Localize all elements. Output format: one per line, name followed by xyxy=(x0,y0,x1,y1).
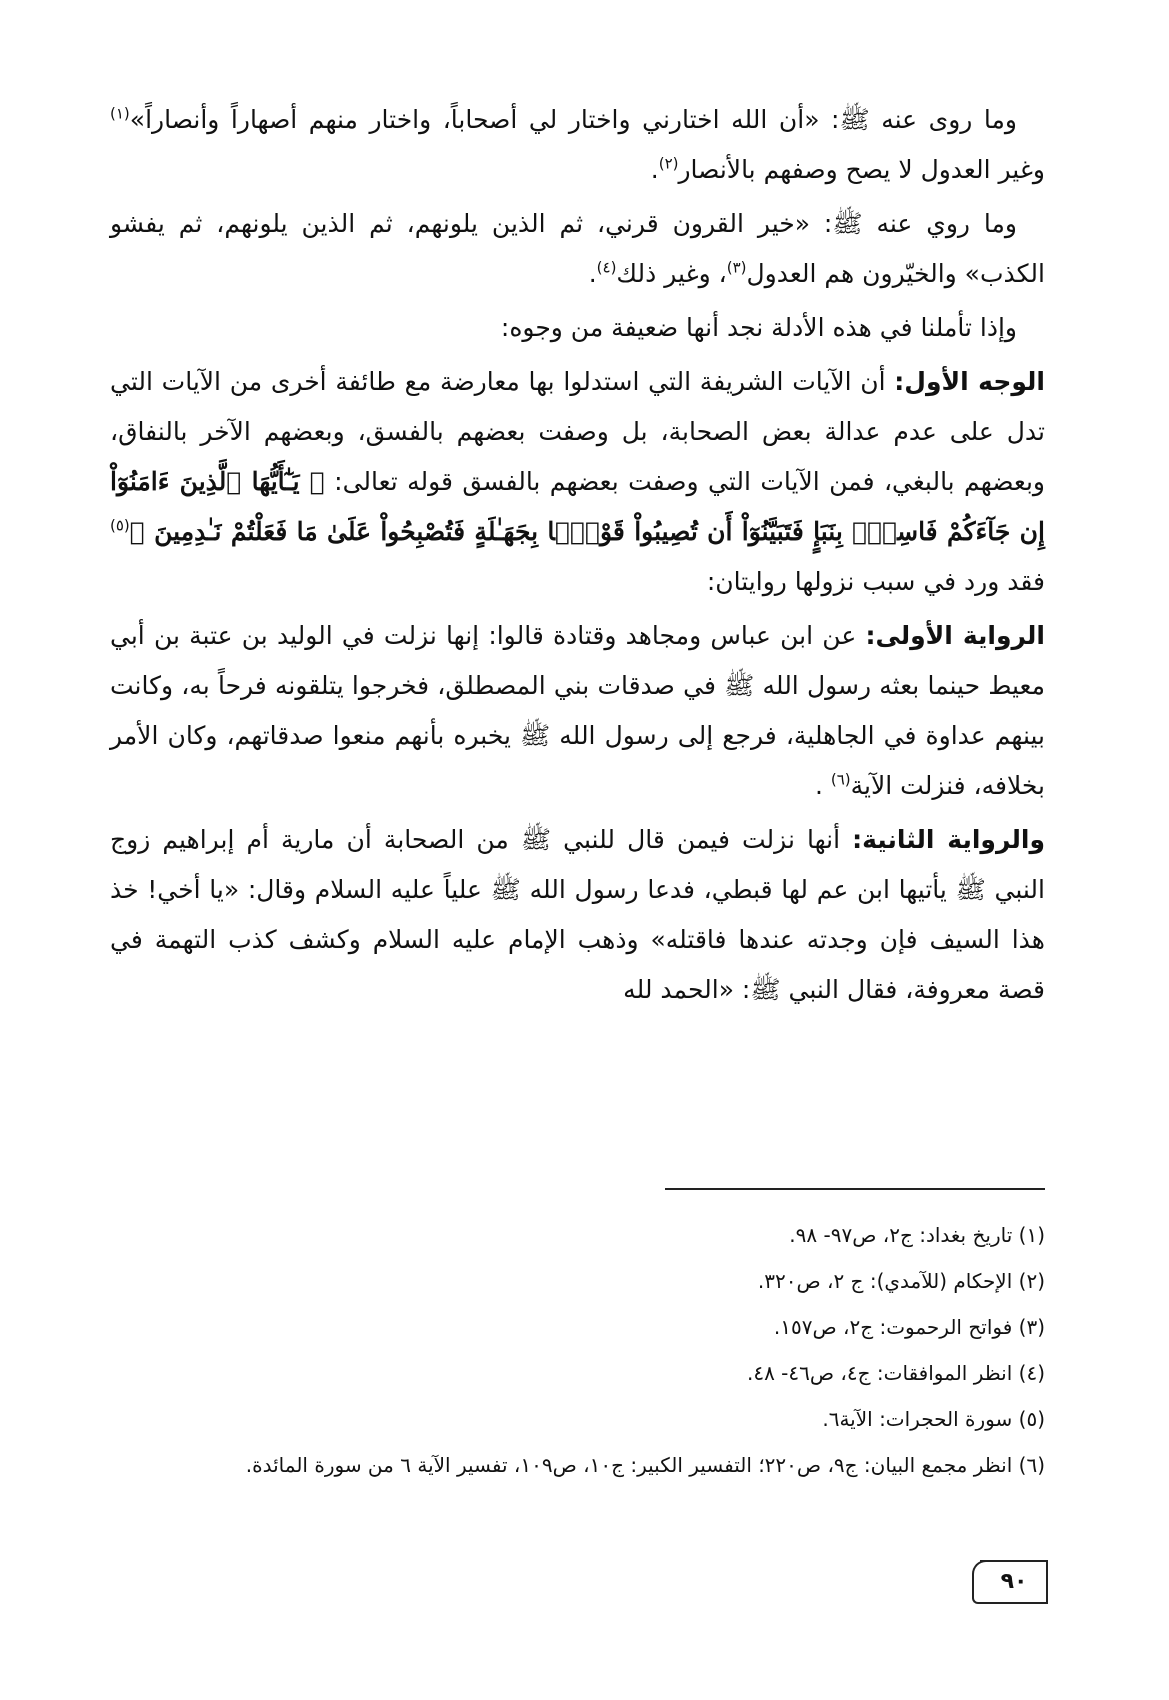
footnote-2: (٢) الإحكام (للآمدي): ج ٢، ص٣٢٠. xyxy=(757,1269,1045,1293)
paragraph-4: الوجه الأول: أن الآيات الشريفة التي استدلوا بها معارضة مع طائفة أخرى من الآيات التي تدل على عدم عدالة بعض الصحابة، بل وصفت بعضهم بالفسق، وبعضهم الآخر بالنفاق، وبعضهم بالبغي، فمن الآيات التي وصفت بعضهم بالفسق قوله تعالى: ﴿ يَـٰٓأَيُّهَا ٱلَّذِينَ ءَامَنُوٓاْ إِن جَآءَكُمْ فَاسِقٌۢ بِنَبَإٍ فَتَبَيَّنُوٓاْ أَن تُصِيبُواْ قَوْمًۢا بِجَهَـٰلَةٍ فَتُصْبِحُواْ عَلَىٰ مَا فَعَلْتُمْ نَـٰدِمِينَ ﴾$^{(٥)}$ فقد ورد في سبب نزولها روايتان: xyxy=(110,367,1045,596)
footnote-ref-5[interactable]: (٥) xyxy=(110,516,130,535)
footnote-divider xyxy=(665,1188,1045,1190)
footnote-ref-4[interactable]: (٤) xyxy=(596,258,617,277)
footnote-5: (٥) سورة الحجرات: الآية٦. xyxy=(822,1407,1045,1431)
main-text xyxy=(110,95,1045,1019)
footnote-3: (٣) فواتح الرحموت: ج٢، ص١٥٧. xyxy=(773,1315,1045,1339)
page-number: ٩٠ xyxy=(1000,1569,1028,1594)
footnote-1: (١) تاريخ بغداد: ج٢، ص٩٧- ٩٨. xyxy=(789,1223,1045,1247)
footnotes-list xyxy=(110,1212,1045,1488)
paragraph-1: وما روى عنه ﷺ: «أن الله اختارني واختار لي أصحاباً، واختار منهم أصهاراً وأنصاراً»$^{(١)}$ وغير العدول لا يصح وصفهم بالأنصار$^{(٢)}$. xyxy=(110,104,1045,184)
section-lead-first-aspect: الوجه الأول: xyxy=(894,367,1045,396)
paragraph-5: الرواية الأولى: عن ابن عباس ومجاهد وقتادة قالوا: إنها نزلت في الوليد بن عتبة بن أبي معيط حينما بعثه رسول الله ﷺ في صدقات بني المصطلق، فخرجوا يتلقونه فرحاً به، وكانت بينهم عداوة في الجاهلية، فرجع إلى رسول الله ﷺ يخبره بأنهم منعوا صدقاتهم، وكان الأمر بخلافه، فنزلت الآية$^{(٦)}$ . xyxy=(110,621,1046,800)
footnote-ref-3[interactable]: (٣) xyxy=(726,258,747,277)
quran-verse: ﴿ يَـٰٓأَيُّهَا ٱلَّذِينَ ءَامَنُوٓاْ إِن جَآءَكُمْ فَاسِقٌۢ بِنَبَإٍ فَتَبَيَّنُوٓاْ أَن تُصِيبُواْ قَوْمًۢا بِجَهَـٰلَةٍ فَتُصْبِحُواْ عَلَىٰ مَا فَعَلْتُمْ نَـٰدِمِينَ ﴾ xyxy=(110,467,1045,546)
paragraph-3: وإذا تأملنا في هذه الأدلة نجد أنها ضعيفة من وجوه: xyxy=(500,313,1017,342)
footnote-6: (٦) انظر مجمع البيان: ج٩، ص٢٢٠؛ التفسير الكبير: ج١٠، ص١٠٩، تفسير الآية ٦ من سورة المائدة. xyxy=(245,1453,1045,1477)
footnote-ref-6[interactable]: (٦) xyxy=(830,770,851,789)
paragraph-2: وما روي عنه ﷺ: «خير القرون قرني، ثم الذين يلونهم، ثم الذين يلونهم، ثم يفشو الكذب» والخيّرون هم العدول$^{(٣)}$، وغير ذلك$^{(٤)}$. xyxy=(110,209,1045,288)
footnote-4: (٤) انظر الموافقات: ج٤، ص٤٦- ٤٨. xyxy=(746,1361,1045,1385)
paragraph-6: والرواية الثانية: أنها نزلت فيمن قال للنبي ﷺ من الصحابة أن مارية أم إبراهيم زوج النبي ﷺ يأتيها ابن عم لها قبطي، فدعا رسول الله ﷺ علياً عليه السلام وقال: «يا أخي! خذ هذا السيف فإن وجدته عندها فاقتله» وذهب الإمام عليه السلام وكشف كذب التهمة في قصة معروفة، فقال النبي ﷺ: «الحمد لله xyxy=(110,825,1045,1004)
footnote-ref-2[interactable]: (٢) xyxy=(658,154,679,173)
footnote-ref-1[interactable]: (١) xyxy=(110,104,130,123)
section-lead-second-narration: والرواية الثانية: xyxy=(852,825,1045,854)
section-lead-first-narration: الرواية الأولى: xyxy=(865,621,1046,650)
